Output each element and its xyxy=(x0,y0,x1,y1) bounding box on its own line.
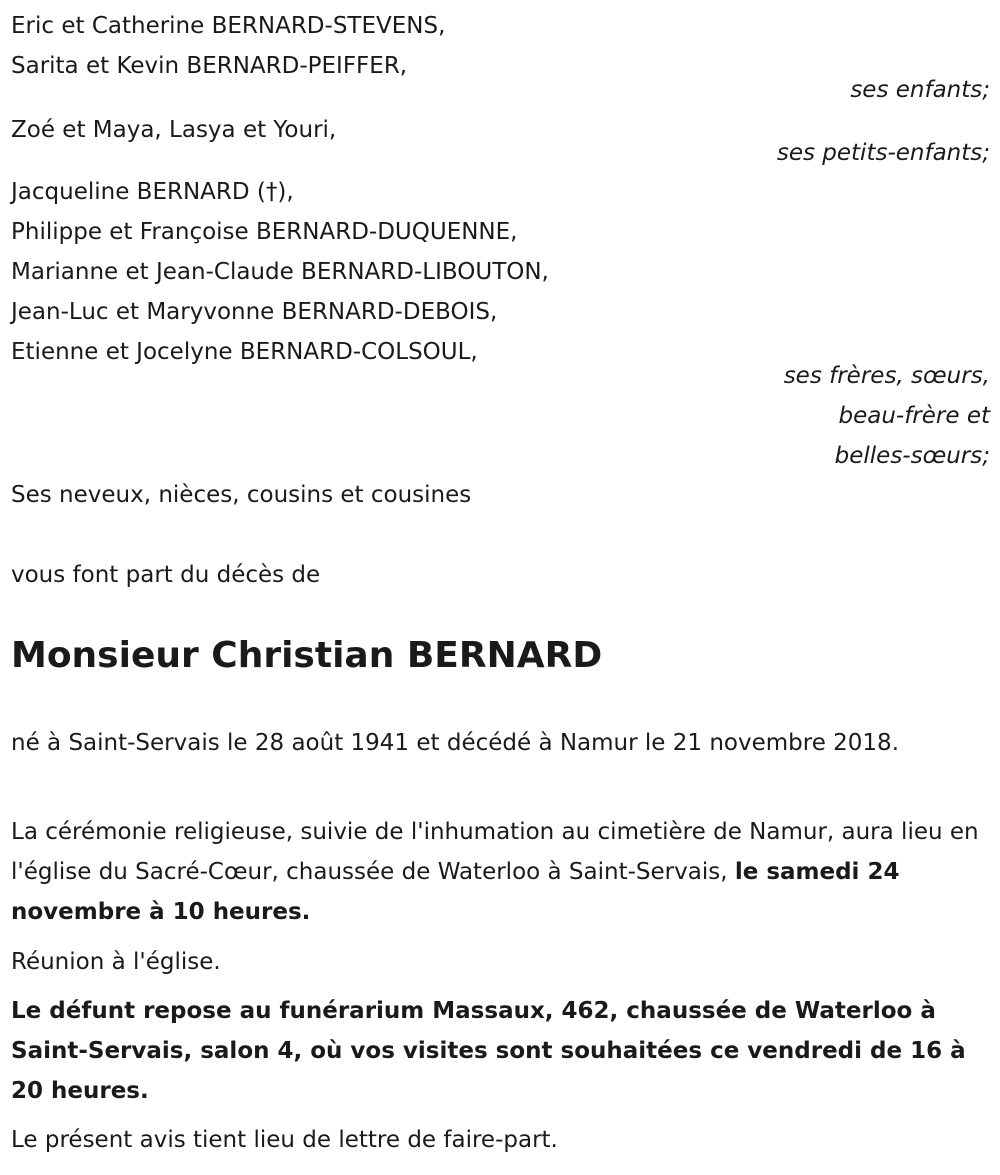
role-label-children: ses enfants; xyxy=(850,77,990,103)
role-label-siblings-3: belles-sœurs; xyxy=(834,443,990,469)
meeting-paragraph: Réunion à l'église. xyxy=(11,949,221,975)
family-line-sibling-4: Jean-Luc et Maryvonne BERNARD-DEBOIS, xyxy=(11,299,498,325)
ceremony-text: La cérémonie religieuse, suivie de l'inhumation au cimetière de Namur, aura lieu en l'église du Sacré-Cœur, chaussée de Waterloo à Saint-Servais, xyxy=(11,819,979,885)
family-line-grandchildren: Zoé et Maya, Lasya et Youri, xyxy=(11,117,337,143)
ceremony-paragraph xyxy=(11,812,991,932)
family-line-sibling-3: Marianne et Jean-Claude BERNARD-LIBOUTON, xyxy=(11,259,549,285)
announcement-text: vous font part du décès de xyxy=(11,562,321,588)
family-line-sibling-2: Philippe et Françoise BERNARD-DUQUENNE, xyxy=(11,219,518,245)
role-label-grandchildren: ses petits-enfants; xyxy=(776,140,990,166)
deceased-name: Monsieur Christian BERNARD xyxy=(11,635,603,676)
family-line-child-2: Sarita et Kevin BERNARD-PEIFFER, xyxy=(11,53,408,79)
funerarium-paragraph: Le défunt repose au funérarium Massaux, 462, chaussée de Waterloo à Saint-Servais, salon 4, où vos visites sont souhaitées ce vendredi de 16 à 20 heures. xyxy=(11,998,966,1104)
family-line-sibling-1: Jacqueline BERNARD (†), xyxy=(11,179,294,205)
role-label-siblings-1: ses frères, sœurs, xyxy=(783,363,990,389)
closing-paragraph: Le présent avis tient lieu de lettre de faire-part. xyxy=(11,1127,558,1153)
role-label-siblings-2: beau-frère et xyxy=(838,403,990,429)
ceremony-datetime: le samedi 24 novembre à 10 heures. xyxy=(11,859,900,925)
family-line-sibling-5: Etienne et Jocelyne BERNARD-COLSOUL, xyxy=(11,339,478,365)
family-line-child-1: Eric et Catherine BERNARD-STEVENS, xyxy=(11,13,446,39)
family-line-extended: Ses neveux, nièces, cousins et cousines xyxy=(11,482,472,508)
birth-death-paragraph: né à Saint-Servais le 28 août 1941 et décédé à Namur le 21 novembre 2018. xyxy=(11,730,900,756)
